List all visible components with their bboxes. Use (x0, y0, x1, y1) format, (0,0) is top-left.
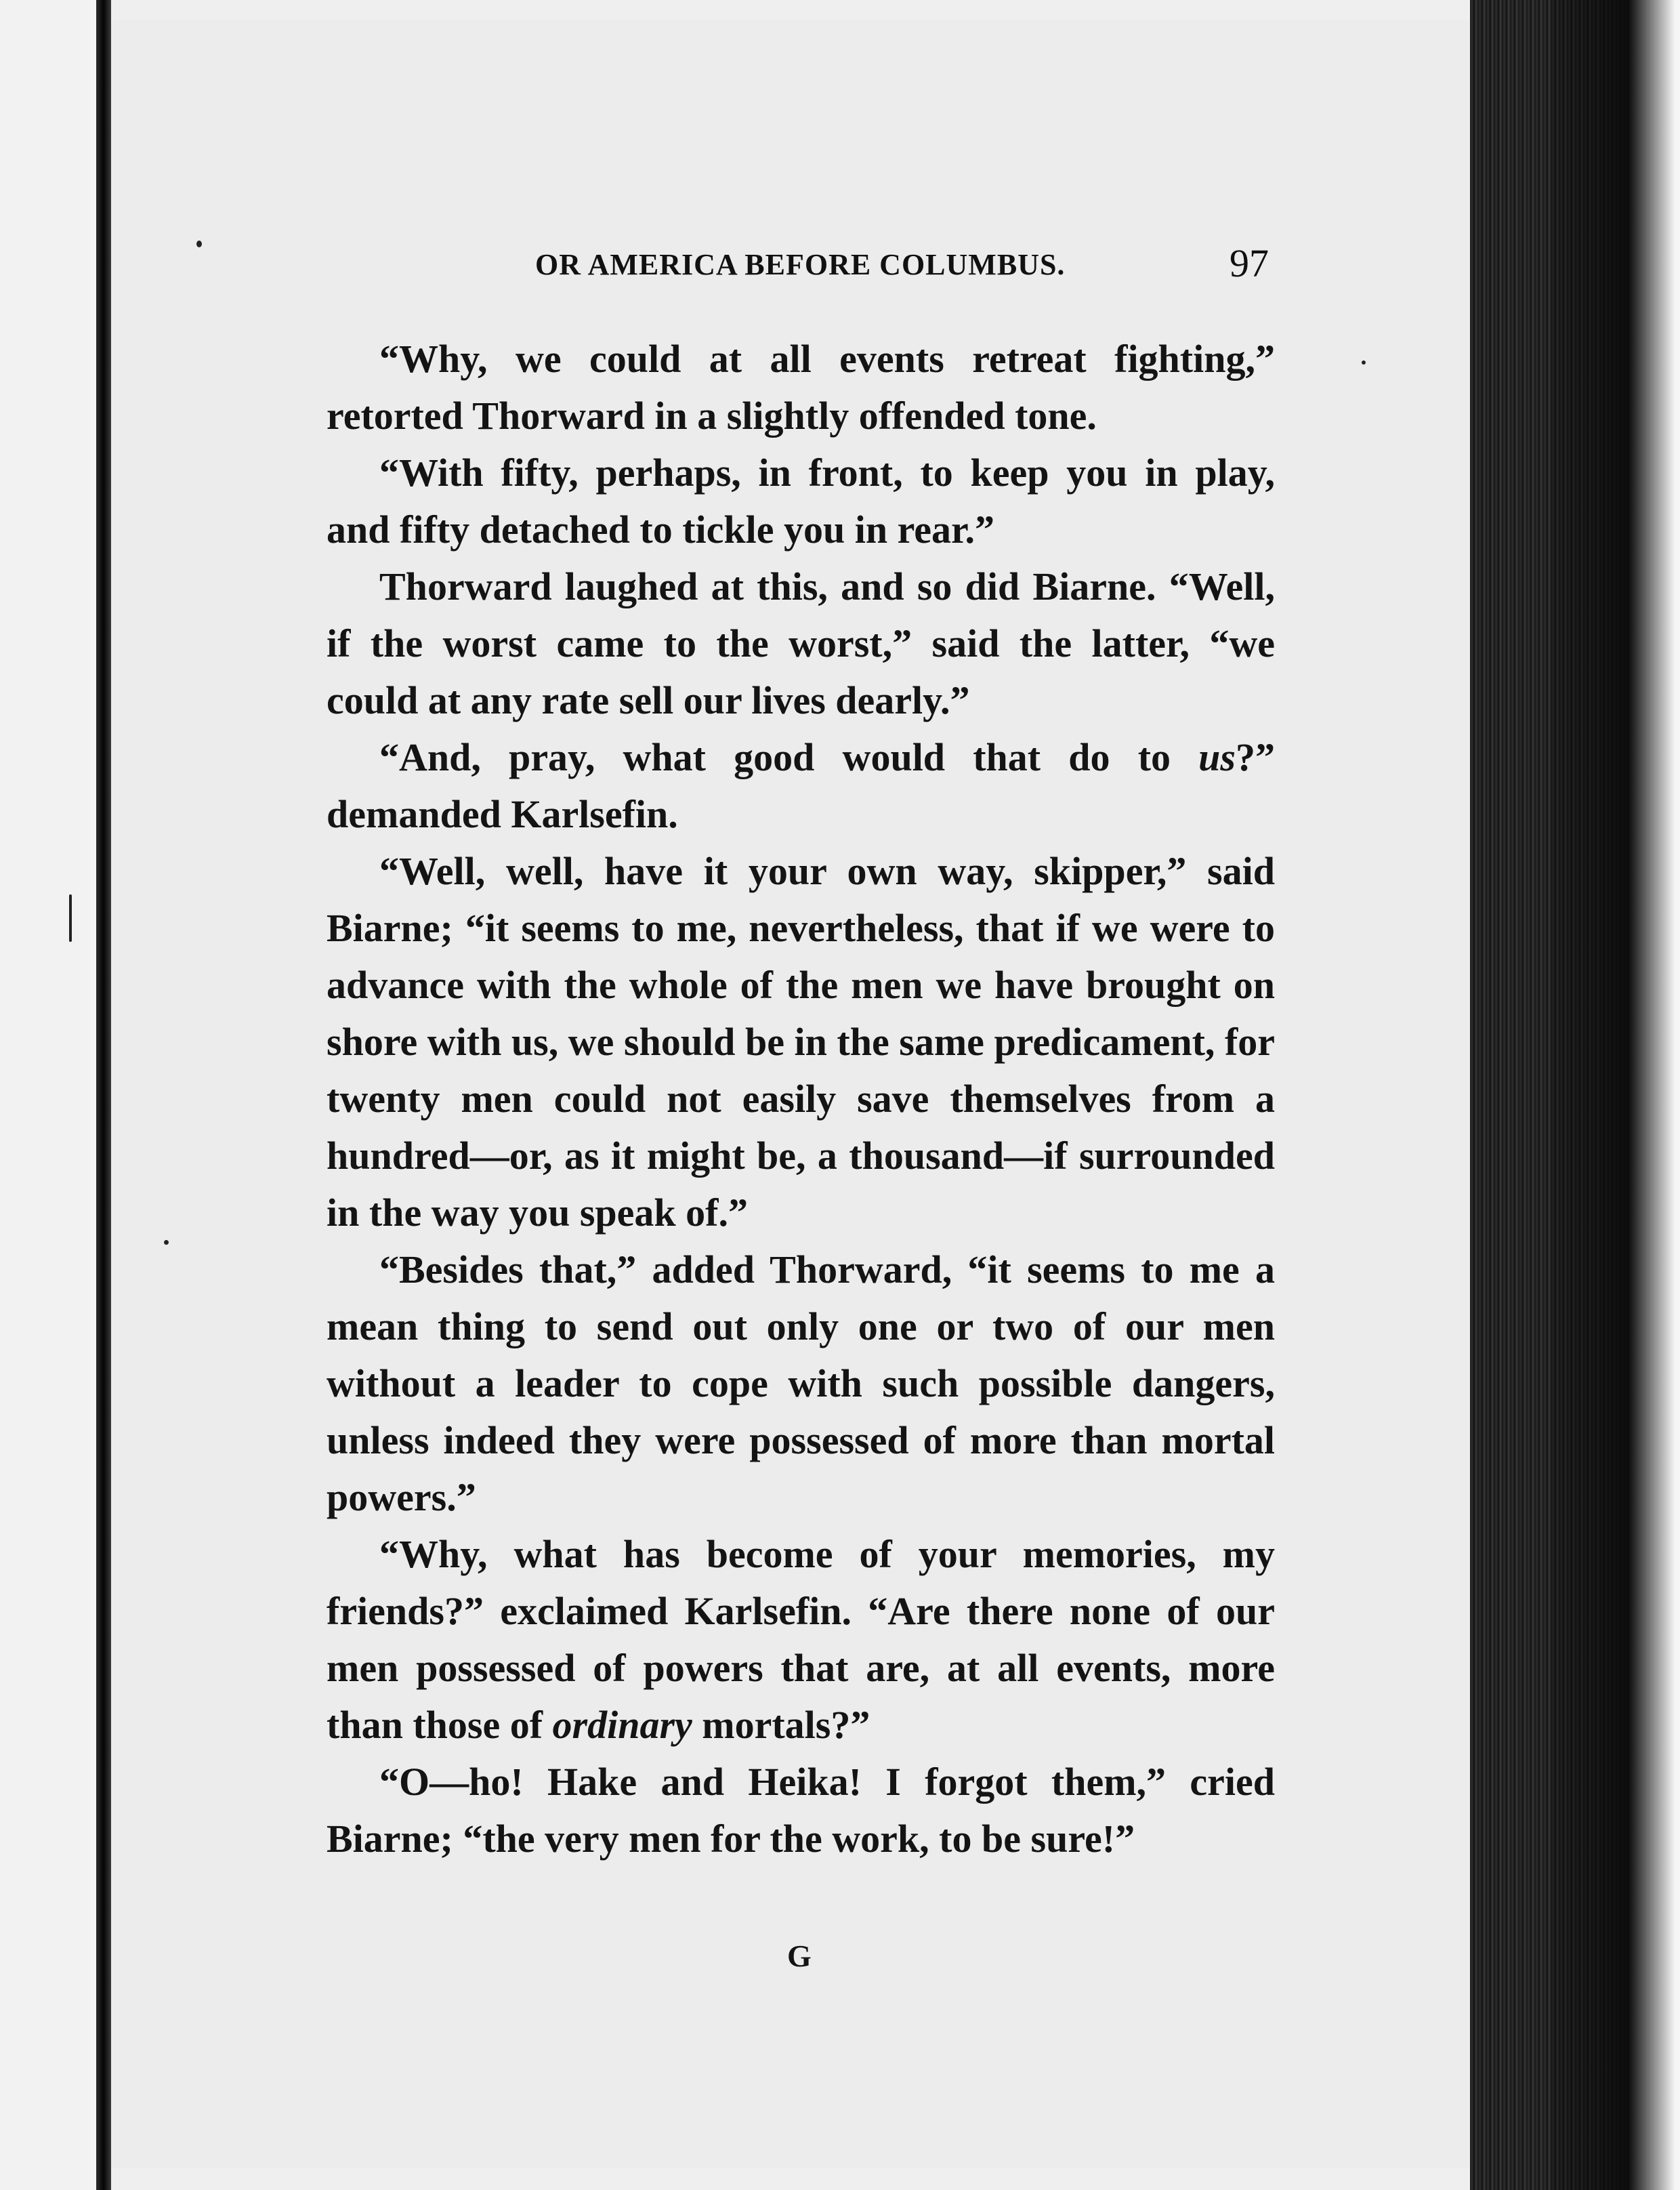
paragraph-text: “And, pray, what good would that do to (379, 735, 1199, 779)
ink-speck (196, 241, 202, 247)
page-fore-edge-shadow (1551, 0, 1680, 2190)
paragraph-text: mortals?” (692, 1703, 870, 1747)
ink-speck (69, 894, 72, 942)
paragraph: “With fifty, perhaps, in front, to keep you in play, and fifty detached to tickle you in rear.” (327, 451, 1275, 552)
paragraph: “O—ho! Hake and Heika! I forgot them,” cried Biarne; “the very men for the work, to be sure!” (327, 1760, 1275, 1861)
italic-emphasis: us (1198, 735, 1236, 779)
page-number: 97 (1230, 241, 1269, 285)
paragraph: “Well, well, have it your own way, skipper,” said Biarne; “it seems to me, nevertheless, that if we were to advance with the whole of the men we have brought on shore with us, we should be in the same predicament, for twenty men could not easily save themselves from a hundred—or, as it might be, a thousand—if surrounded in the way you speak of.” (327, 849, 1275, 1235)
book-gutter (96, 0, 111, 2190)
paragraph (327, 1526, 1275, 1754)
ink-speck (164, 1240, 169, 1245)
paragraph-text: ?” demanded Karlsefin. (327, 735, 1275, 836)
paragraph-text: “Why, what has become of your memories, my friends?” exclaimed Karlsefin. “Are there none of our men possessed of powers that are, at all events, more than those of (327, 1532, 1275, 1747)
paragraph: “Besides that,” added Thorward, “it seems to me a mean thing to send out only one or two of our men without a leader to cope with such possible dangers, unless indeed they were possessed of more than mortal powers.” (327, 1247, 1275, 1519)
paragraph (327, 729, 1275, 843)
facing-page-edge (0, 0, 102, 2190)
ink-speck (1362, 360, 1366, 365)
signature-mark: G (787, 1939, 812, 1973)
page-body (327, 331, 1275, 1867)
running-header: OR AMERICA BEFORE COLUMBUS. (535, 248, 1066, 281)
italic-emphasis: ordinary (552, 1703, 692, 1747)
paragraph: Thorward laughed at this, and so did Biarne. “Well, if the worst came to the worst,” said the latter, “we could at any rate sell our lives dearly.” (327, 564, 1275, 722)
paragraph: “Why, we could at all events retreat fighting,” retorted Thorward in a slightly offended tone. (327, 337, 1275, 438)
